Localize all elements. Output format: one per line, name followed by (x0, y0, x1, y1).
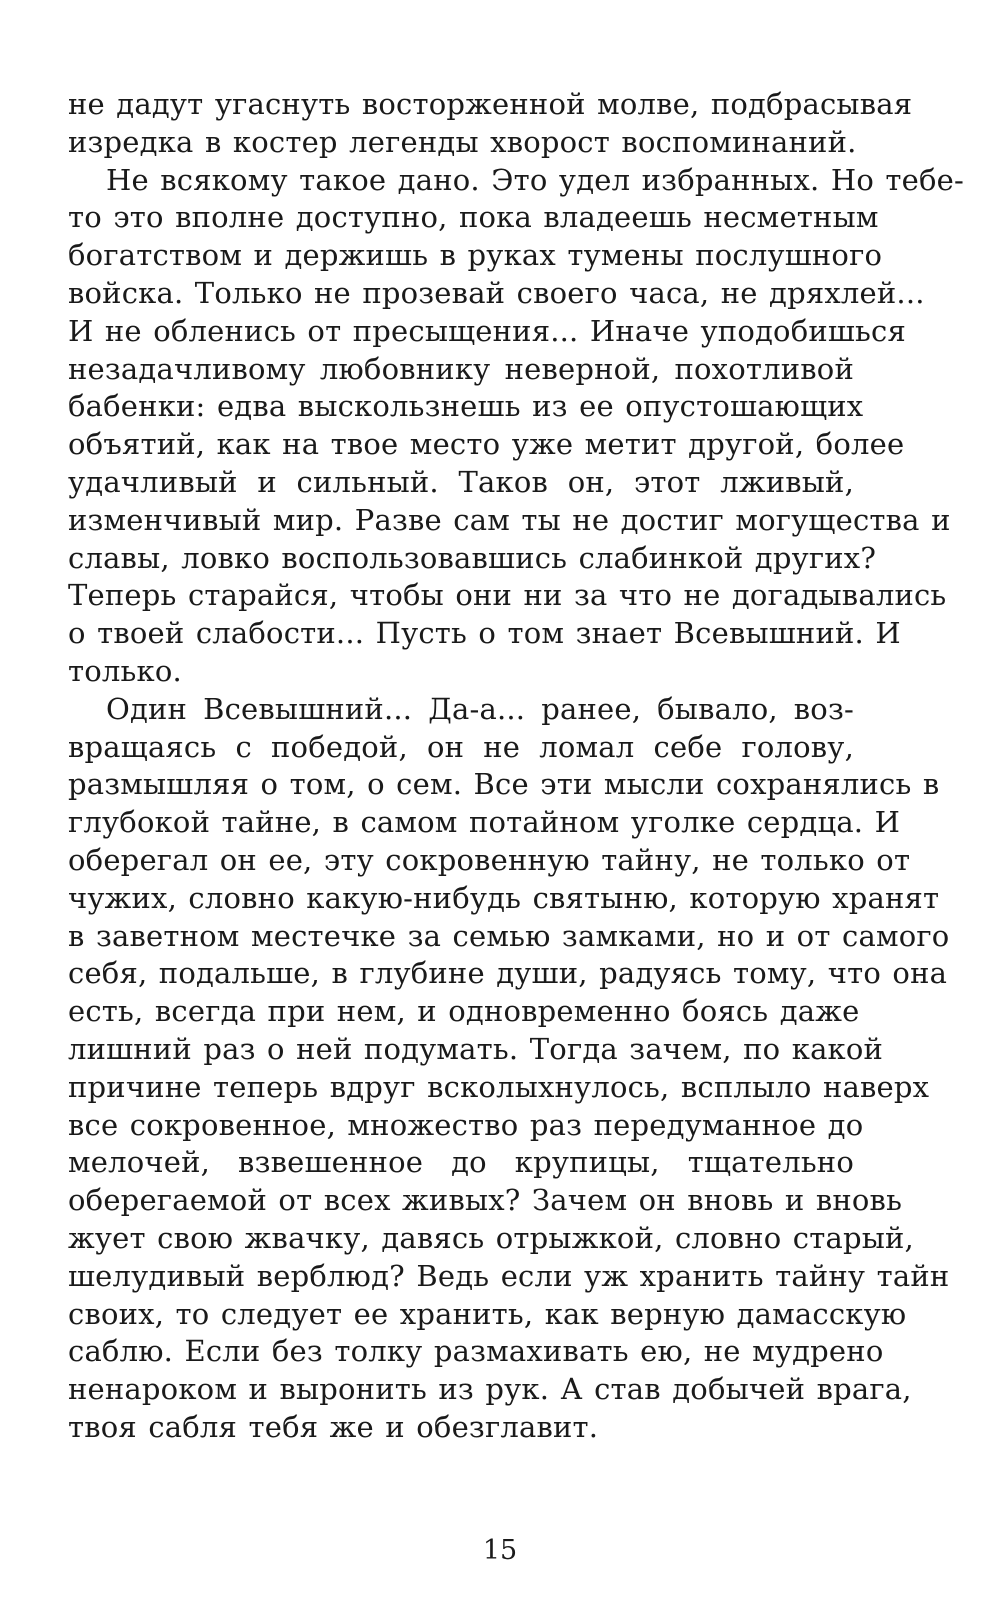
text-line: мелочей, взвешенное до крупицы, тщательно (68, 1145, 854, 1180)
text-line: себя, подальше, в глубине души, радуясь тому, что она (68, 956, 948, 991)
text-line: оберегал он ее, эту сокровенную тайну, не только от (68, 842, 911, 877)
text-line: не дадут угаснуть восторженной молве, подбрасывая (68, 87, 913, 121)
text-line: незадачливому любовнику неверной, похотливой (68, 351, 854, 386)
text-line: удачливый и сильный. Таков он, этот лживый, (68, 464, 854, 499)
text-line: то это вполне доступно, пока владеешь несметным (68, 200, 879, 235)
text-line: И не обленись от пресыщения... Иначе уподобишься (68, 313, 906, 348)
page-number: 15 (482, 1535, 518, 1566)
text-line: лишний раз о ней подумать. Тогда зачем, по какой (68, 1031, 884, 1066)
text-line: в заветном местечке за семью замками, но и от самого (68, 918, 950, 953)
text-line: глубокой тайне, в самом потайном уголке сердца. И (68, 805, 901, 840)
text-line: славы, ловко воспользовавшись слабинкой других? (68, 540, 877, 575)
text-line: чужих, словно какую-нибудь святыню, которую хранят (68, 880, 940, 915)
text-line: размышляя о том, о сем. Все эти мысли сохранялись в (68, 767, 940, 802)
text-line: Не всякому такое дано. Это удел избранных. Но тебе- (106, 162, 965, 197)
text-line: есть, всегда при нем, и одновременно боясь даже (68, 994, 860, 1029)
paragraph (68, 691, 950, 1447)
text-line: саблю. Если без толку размахивать ею, не мудрено (68, 1334, 884, 1369)
text-line: все сокровенное, множество раз передуманное до (68, 1107, 864, 1142)
paragraph (68, 86, 913, 162)
text-line: объятий, как на твое место уже метит другой, более (68, 427, 905, 462)
text-line: Один Всевышний... Да-а... ранее, бывало, воз- (106, 691, 854, 726)
text-line: изменчивый мир. Разве сам ты не достиг могущества и (68, 502, 951, 537)
paragraph (68, 162, 965, 691)
text-line: вращаясь с победой, он не ломал себе голову, (68, 729, 854, 764)
text-line: причине теперь вдруг всколыхнулось, всплыло наверх (68, 1069, 930, 1104)
body-text (68, 86, 965, 1447)
text-line: жует свою жвачку, давясь отрыжкой, словно старый, (68, 1220, 914, 1255)
text-line: оберегаемой от всех живых? Зачем он вновь и вновь (68, 1183, 903, 1218)
text-line: твоя сабля тебя же и обезглавит. (68, 1409, 599, 1444)
text-line: Теперь старайся, чтобы они ни за что не догадывались (68, 578, 947, 613)
text-line: ненароком и выронить из рук. А став добычей врага, (68, 1372, 912, 1407)
text-line: своих, то следует ее хранить, как верную дамасскую (68, 1296, 907, 1331)
text-line: только. (68, 653, 182, 688)
text-line: шелудивый верблюд? Ведь если уж хранить тайну тайн (68, 1258, 950, 1293)
text-line: войска. Только не прозевай своего часа, не дряхлей... (68, 275, 925, 310)
text-line: бабенки: едва выскользнешь из ее опустошающих (68, 389, 864, 424)
text-line: изредка в костер легенды хворост воспоминаний. (68, 124, 857, 159)
text-line: богатством и держишь в руках тумены послушного (68, 238, 883, 273)
text-line: о твоей слабости... Пусть о том знает Всевышний. И (68, 616, 901, 651)
